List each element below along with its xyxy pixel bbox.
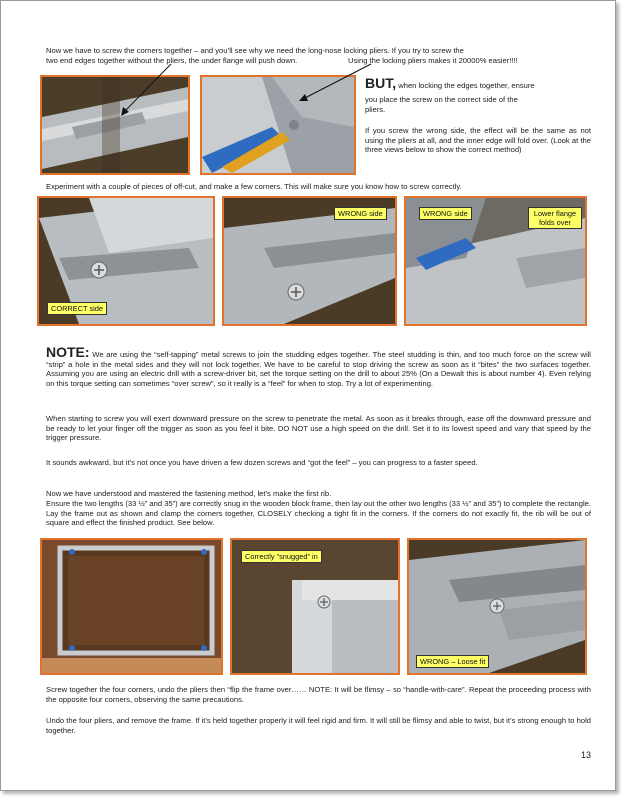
arrow-line-3 — [303, 64, 371, 99]
closing-para-2: Undo the four pliers, and remove the frame. If it’s held together properly it will feel rigid and firm. It will still be flimsy and able to twist, but it’s strong enough to hold together. — [46, 716, 591, 735]
photo-wrong-side-2 — [404, 196, 587, 326]
note-para-1-text: We are using the “self-tapping” metal screws to join the studding edges together. The steel studding is thin, and too much force on the screw will “strip” a hole in the metal sides and they will not lock together. We have to be careful to stop driving the screw as soon as it “bites” the two surfaces together. Assuming you are using an electric drill with a screw-driver bit, set the torque setting on the drill to about 25% (On a Dewalt this is about number 4). Even relying on this torque setting can sometimes “over screw”, so it really is a “feel” for when to stop. Try a lot of experimenting. — [46, 350, 591, 388]
photo-correct-side — [37, 196, 215, 326]
experiment-text: Experiment with a couple of pieces of off-cut, and make a few corners. This will make sure you know how to screw correctly. — [46, 182, 462, 191]
note-para-3: It sounds awkward, but it’s not once you have driven a few dozen screws and “got the feel” – you can progress to a faster speed. — [46, 458, 478, 467]
note-para-1 — [46, 344, 591, 388]
rib-para: Ensure the two lengths (33 ½” and 35”) are correctly snug in the wooden block frame, then lay out the other two lengths (33 ½” and 35”) to complete the rectangle. Lay the frame out as shown and clamp the corners together, CLOSELY checking a tight fit in the corners. If the corners do not exactly fit, the rib will be out of square and effect the finished product. See below. — [46, 499, 591, 528]
but-note-line-2: you place the screw on the correct side of the — [365, 95, 518, 104]
intro-line-2: two end edges together without the pliers, the under flange will push down. — [46, 56, 298, 65]
photo-snugged — [230, 538, 400, 675]
photo-frame-layout — [40, 538, 223, 675]
arrow-line-1 — [123, 64, 171, 113]
photo-frame-layout-art — [42, 540, 221, 673]
but-note-para-2: If you screw the wrong side, the effect will be the same as not using the pliers at all, and the inner edge will fold over. (Look at the three views below to show the correct method) — [365, 126, 591, 155]
label-correct-side: CORRECT side — [47, 302, 107, 315]
photo-wrong-side-1 — [222, 196, 397, 326]
label-lower-flange: Lower flange folds over — [528, 207, 582, 229]
but-lead: when locking the edges together, ensure — [396, 81, 535, 90]
note-para-2: When starting to screw you will exert downward pressure on the screw to penetrate the metal. As soon as it breaks through, ease off the downward pressure and be ready to let your finger off the trigger as soon as you feel it bite. DO NOT use a high speed on the drill. Set it to its lowest speed and vary that speed by the trigger pressure. — [46, 414, 591, 443]
rib-line-1: Now we have understood and mastered the fastening method, let’s make the first rib. — [46, 489, 332, 498]
callout-arrows — [101, 61, 301, 121]
label-snugged: Correctly “snugged” in — [241, 550, 322, 563]
photo-loose-fit — [407, 538, 587, 675]
intro-callout: Using the locking pliers makes it 20000% easier!!!! — [348, 56, 518, 65]
page-number: 13 — [580, 750, 591, 760]
but-heading: BUT, — [365, 75, 397, 91]
label-wrong-side-2: WRONG side — [419, 207, 472, 220]
closing-para-1: Screw together the four corners, undo the pliers then “flip the frame over…… NOTE: It will be flimsy – so “handle-with-care”. Repeat the proceeding process with the opposite four corners, observing the same precautions. — [46, 685, 591, 704]
photo-loose-fit-art — [409, 540, 585, 673]
but-note-line-3: pliers. — [365, 105, 386, 114]
intro-line-1: Now we have to screw the corners together – and you’ll see why we need the long-nose locking pliers. If you try to screw the — [46, 46, 464, 55]
note-heading: NOTE: — [46, 344, 90, 360]
but-note-line-1 — [365, 75, 591, 91]
label-wrong-side-1: WRONG side — [334, 207, 387, 220]
label-loose-fit: WRONG – Loose fit — [416, 655, 489, 668]
